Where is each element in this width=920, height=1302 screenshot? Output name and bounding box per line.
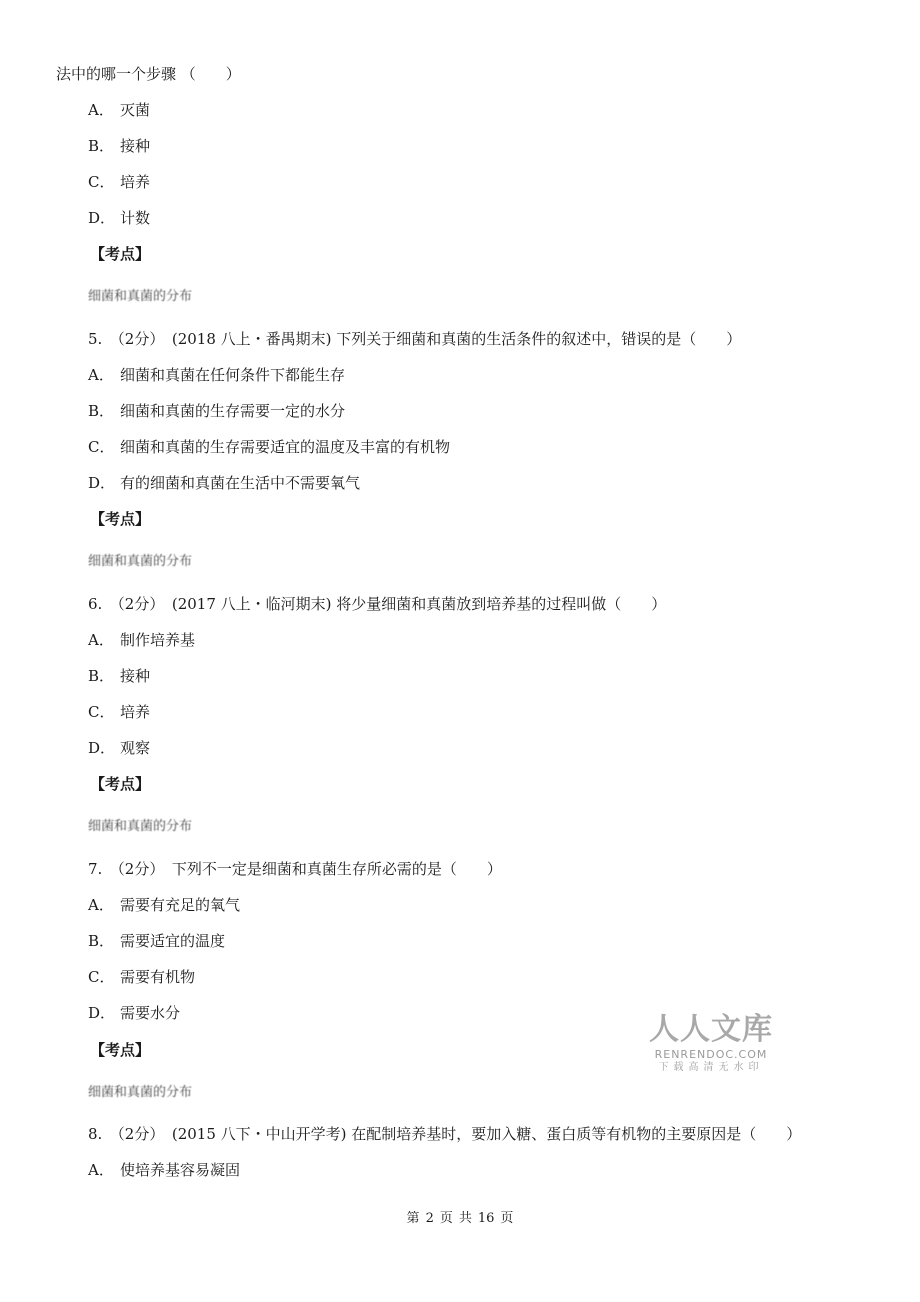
option-text: 细菌和真菌的生存需要适宜的温度及丰富的有机物: [120, 438, 451, 456]
option-text: 细菌和真菌在任何条件下都能生存: [120, 366, 346, 384]
q5-option-d: [88, 473, 360, 493]
q5-topic: 细菌和真菌的分布: [88, 554, 193, 569]
option-letter: D．: [88, 739, 116, 757]
option-letter: A．: [88, 366, 114, 384]
option-text: 细菌和真菌的生存需要一定的水分: [120, 402, 346, 420]
option-text: 需要适宜的温度: [120, 932, 226, 950]
q4-option-c: [88, 172, 150, 192]
option-letter: B．: [88, 137, 115, 155]
question-8-stem: 8. （2分） (2015 八下・中山开学考) 在配制培养基时，要加入糖、蛋白质等有机物的主要原因是（ ）: [88, 1125, 802, 1143]
option-text: 计数: [120, 209, 151, 227]
q6-option-b: [88, 666, 150, 686]
option-text: 需要水分: [120, 1004, 181, 1022]
question-6-stem: 6. （2分） (2017 八上・临河期末) 将少量细菌和真菌放到培养基的过程叫做（ ）: [88, 595, 667, 613]
option-letter: C．: [88, 438, 115, 456]
option-letter: B．: [88, 402, 115, 420]
option-text: 有的细菌和真菌在生活中不需要氧气: [120, 474, 361, 492]
footer-ye-2: 页: [500, 1211, 514, 1226]
q5-kaodian-label: 【考点】: [90, 510, 151, 528]
option-letter: B．: [88, 932, 115, 950]
q8-option-a: [88, 1160, 240, 1180]
option-letter: C．: [88, 173, 115, 191]
watermark-logo-text: 人人文库: [649, 1012, 773, 1047]
q5-option-c: [88, 437, 450, 457]
option-text: 接种: [120, 137, 151, 155]
option-letter: D．: [88, 474, 116, 492]
option-letter: A．: [88, 631, 114, 649]
option-letter: A．: [88, 896, 114, 914]
option-letter: A．: [88, 1161, 114, 1179]
q6-topic: 细菌和真菌的分布: [88, 819, 193, 834]
footer-page-number: 2: [425, 1211, 434, 1226]
option-letter: D．: [88, 1004, 116, 1022]
option-text: 使培养基容易凝固: [120, 1161, 241, 1179]
q5-option-b: [88, 401, 345, 421]
q7-option-a: [88, 895, 240, 915]
option-text: 观察: [120, 739, 151, 757]
q4-option-b: [88, 136, 150, 156]
footer-gong: 共: [458, 1211, 472, 1226]
q4-kaodian-label: 【考点】: [90, 245, 151, 263]
option-text: 培养: [120, 173, 151, 191]
option-letter: C．: [88, 968, 115, 986]
option-text: 制作培养基: [120, 631, 196, 649]
q5-option-a: [88, 365, 345, 385]
footer-di: 第: [406, 1211, 420, 1226]
watermark-domain: RENRENDOC.COM: [654, 1048, 768, 1061]
question-5-stem: 5. （2分） (2018 八上・番禺期末) 下列关于细菌和真菌的生活条件的叙述中，错误的是（ ）: [88, 330, 742, 348]
q7-option-d: [88, 1003, 180, 1023]
footer-ye: 页: [439, 1211, 453, 1226]
q4-option-a: [88, 100, 150, 120]
option-text: 接种: [120, 667, 151, 685]
question-7-stem: 7. （2分） 下列不一定是细菌和真菌生存所必需的是（ ）: [88, 860, 502, 878]
q4-topic: 细菌和真菌的分布: [88, 289, 193, 304]
q6-option-d: [88, 738, 150, 758]
q7-option-b: [88, 931, 225, 951]
option-text: 需要有机物: [120, 968, 196, 986]
option-letter: B．: [88, 667, 115, 685]
option-letter: A．: [88, 101, 114, 119]
option-letter: D．: [88, 209, 116, 227]
option-letter: C．: [88, 703, 115, 721]
option-text: 需要有充足的氧气: [120, 896, 241, 914]
page-footer: [0, 1210, 920, 1228]
option-text: 培养: [120, 703, 151, 721]
q6-option-a: [88, 630, 195, 650]
q7-option-c: [88, 967, 195, 987]
q7-topic: 细菌和真菌的分布: [88, 1085, 193, 1100]
q7-kaodian-label: 【考点】: [90, 1041, 151, 1059]
option-text: 灭菌: [120, 101, 151, 119]
question-4-stem-tail: 法中的哪一个步骤 （ ）: [56, 65, 241, 83]
q4-option-d: [88, 208, 150, 228]
watermark: [646, 1012, 776, 1074]
watermark-slogan: 下载高清无水印: [658, 1062, 764, 1073]
q6-kaodian-label: 【考点】: [90, 775, 151, 793]
footer-total-pages: 16: [477, 1211, 495, 1226]
q6-option-c: [88, 702, 150, 722]
